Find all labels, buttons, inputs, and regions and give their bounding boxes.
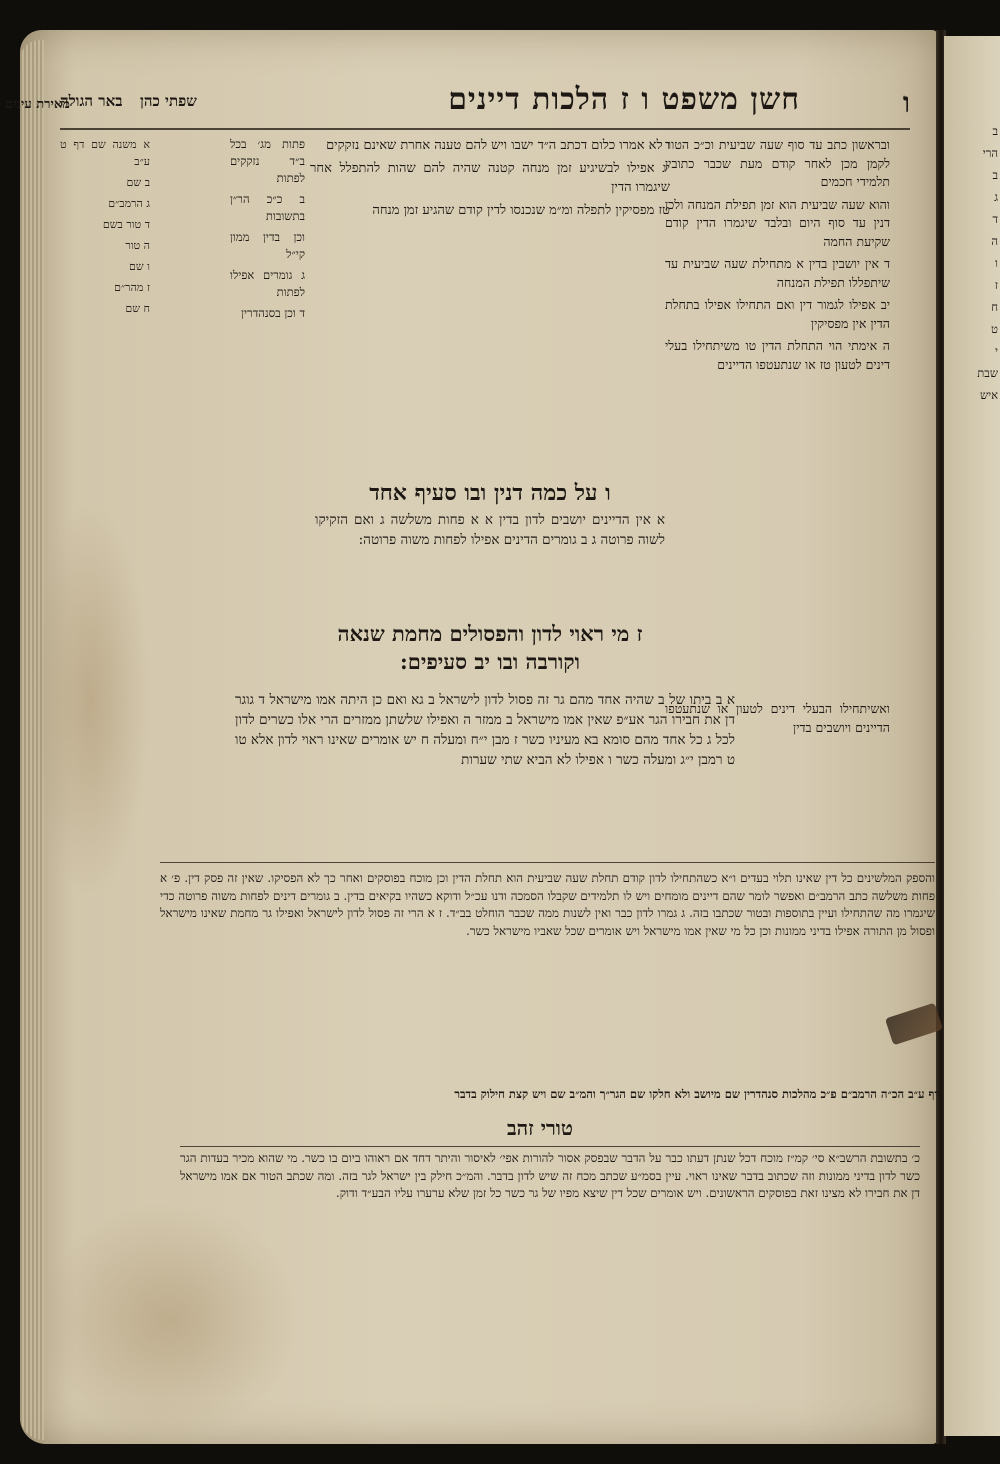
paragraph: וכן בדין ממון קי״ל xyxy=(230,230,305,261)
beer-hagolah-margin xyxy=(60,136,150,1136)
fragment-line: הרי xyxy=(982,146,998,160)
fragment-line: ו xyxy=(995,256,998,270)
paragraph: יג אפילו לבשיגיע זמן מנחה קטנה שהיה להם שהות להתפלל אחר שיגמרו הדין xyxy=(310,161,670,195)
fragment-line: ג xyxy=(994,190,998,204)
paragraph: יב אפילו לגמור דין ואם התחילו אפילו בתחלת הדין אין מפסיקין xyxy=(665,297,890,331)
margin-note: ד טור בשם xyxy=(102,218,150,231)
fragment-line: ח xyxy=(991,300,998,314)
header-rule xyxy=(60,128,910,130)
paragraph: ג גומרים אפילו לפתות xyxy=(230,268,305,299)
fragment-line: ז xyxy=(994,278,998,292)
fragment-line: איש xyxy=(979,388,998,402)
facing-page-text xyxy=(948,120,998,1420)
paragraph: ד אין יושבין בדין א מתחילת שעה שביעית עד שיתפללו תפילת המנחה xyxy=(665,256,890,290)
commentary-right-column xyxy=(665,136,890,696)
margin-note: א משנה שם דף ט ע״ב xyxy=(60,138,150,168)
fragment-line: ב xyxy=(992,168,998,182)
fragment-line: ט xyxy=(991,322,998,336)
fragment-line: ב xyxy=(992,124,998,138)
paragraph: ב כ״כ הר״ן בתשובות xyxy=(230,192,305,223)
paragraph: ד וכן בסנהדרין xyxy=(241,306,305,320)
divider-rule xyxy=(180,1146,920,1147)
paragraph: ו לא אמרו כלום דכתב ה״ד ישבו ויש להם טענה אחרת שאינם נזקקים xyxy=(326,138,670,153)
margin-note: ה טור xyxy=(125,239,150,252)
siman-7-text: א ב ביתו של ב שהיה אחד מהם גר זה פסול לדון לישראל ב גא ואם כן היתה אמו מישראל ד גוגר דן את חבירו הגר אע״פ שאין אמו מישראל ב ממזר ה ואפילו שלשתן ממזרים הרי אלו כשרים לדון לכל ג כל אחד מהם סומא בא מעיניו כשר ז מבן י״ח ומעלה ח יש אומרים שאינו ראוי לדון אלא טו ט רמבן י״ג ומעלה כשר ו אפילו לא הביא שתי שערות xyxy=(235,692,735,768)
header-beer-hagolah: באר הגולה xyxy=(60,92,123,110)
main-text-top xyxy=(310,136,670,426)
footnote-line: דף ע״ב הכ״ה הרמב״ם פ״כ מהלכות סנהדרין שם מיושב ולא חלקו שם הגר״ך והמ״ב שם ויש קצת חילוק בדבר xyxy=(454,1087,940,1101)
fragment-line: שבת xyxy=(977,366,998,380)
fragment-line: ד xyxy=(992,212,998,226)
header-shach: שפתי כהן xyxy=(140,92,197,110)
fragment-line: י xyxy=(994,344,998,358)
turei-zahav-heading: טורי זהב xyxy=(507,1116,573,1140)
paragraph: ה אימתי הוי התחלת הדין טו משיתחילו בעלי דינים לטעון טז או שנתעטפו הדיינים xyxy=(665,338,890,372)
section-heading-siman-6: ו על כמה דנין ובו סעיף אחד xyxy=(369,480,611,506)
turei-zahav-text: כ׳ בתשובת הרשב״א סי׳ קמ״ז מוכח דכל שנתן דעתו כבר על הדבר שבפסק אסור להורות אפי׳ לאיסור והיתר דחד אם ראוהו ביום בו כשר. מי שהוא מכיר בעדות הגר כשר לדון בדיני ממונות וזה שכתוב בדבר שאינו ראוי. עיין בסמ״ע שכתב מכח זה שיש לדון בדבר. והמ״כ חילק בין ישראל לגר בזה. ומה שכתב הטור אם אמו מישראל דן את חבירו לא מצינו זאת בפוסקים הראשונים. ויש אומרים שכל דין שיצא מפיו של גר כשר כל זמן שלא ערערו עליו הבע״ד ודוק. xyxy=(180,1151,920,1201)
running-header xyxy=(60,82,910,126)
margin-note: ב שם xyxy=(126,176,150,189)
header-title: חשן משפט ו ז הלכות דיינים xyxy=(448,82,800,117)
paragraph: פתות מג׳ בכל ב״ד נזקקים לפתות xyxy=(230,137,305,185)
section-heading-siman-7: ז מי ראוי לדון והפסולים מחמת שנאה וקורבה ובו יב סעיפים: xyxy=(337,621,643,674)
header-meirat-einayim: מאירת עינים xyxy=(5,97,70,112)
margin-note: ח שם xyxy=(125,302,150,315)
margin-note: ז מהר״ם xyxy=(114,281,150,294)
divider-rule xyxy=(160,862,935,863)
siman-6-text: א אין הדיינים יושבים לדון בדין א א פחות משלשה ג ואם הזקיקו לשוה פרוטה ג ב גומרים הדינים אפילו לפחות משוה פרוטה: xyxy=(315,512,665,548)
commentary-wide-block: והספק המלשינים כל דין שאינו תלוי בעדים ו״א כשהתחילו לדון קודם תחלת שעה שביעית הוא תחלת הדין וכן מוכח בפוסקים ואחר כך לא הפסיקו. שאין זה פסק דין. פ׳ א פחות משלשה כתב הרמב״ם ואפשר לומר שהם דיינים מומחים ויש לו תלמידים שקבלו הסמכה ודנו עכ״ל ודוקא כשהיו בקיאים בדין. ב גומרים דינים לפחות משוה פרוטה כדי שיגמרו מה שהתחילו ועיין בתוספות ובטור שכתבו בזה. ג גמרו לדון כבר ואין לשנות ממה שכבר הוחלט בב״ד. ז א הרי זה פסול לדון לישראל ואפילו גר מחמת שאינו מישראל ופסול מן התורה אפילו בדיני ממונות וכן כל מי שאין אמו מישראל ויש אומרים שכל שאביו מישראל כשר. xyxy=(160,871,935,938)
paragraph: והוא שעה שביעית הוא זמן תפילת המנחה ולכן דנין עד סוף היום ובלבד שיגמרו הדין קודם שקיעת החמה xyxy=(665,196,890,249)
margin-note: ג הרמב״ם xyxy=(108,197,150,210)
paragraph: טז מפסיקין לתפלה ומ״מ שנכנסו לדין קודם שהגיע זמן מנחה xyxy=(372,203,670,218)
commentary-right-lower: ואשיתחילו הבעלי דינים לטעון או שנתעטפו הדיינים ויושבים בדין xyxy=(665,701,890,735)
margin-note: ו שם xyxy=(129,260,150,273)
fragment-line: ה xyxy=(991,234,998,248)
paragraph: ובראשון כתב עד סוף שעה שביעית וכ״כ הטור לקמן מכן לאחר קודם מעת שכבר כתובין תלמידי חכמים xyxy=(665,137,890,189)
page-letter: ו xyxy=(902,86,910,119)
